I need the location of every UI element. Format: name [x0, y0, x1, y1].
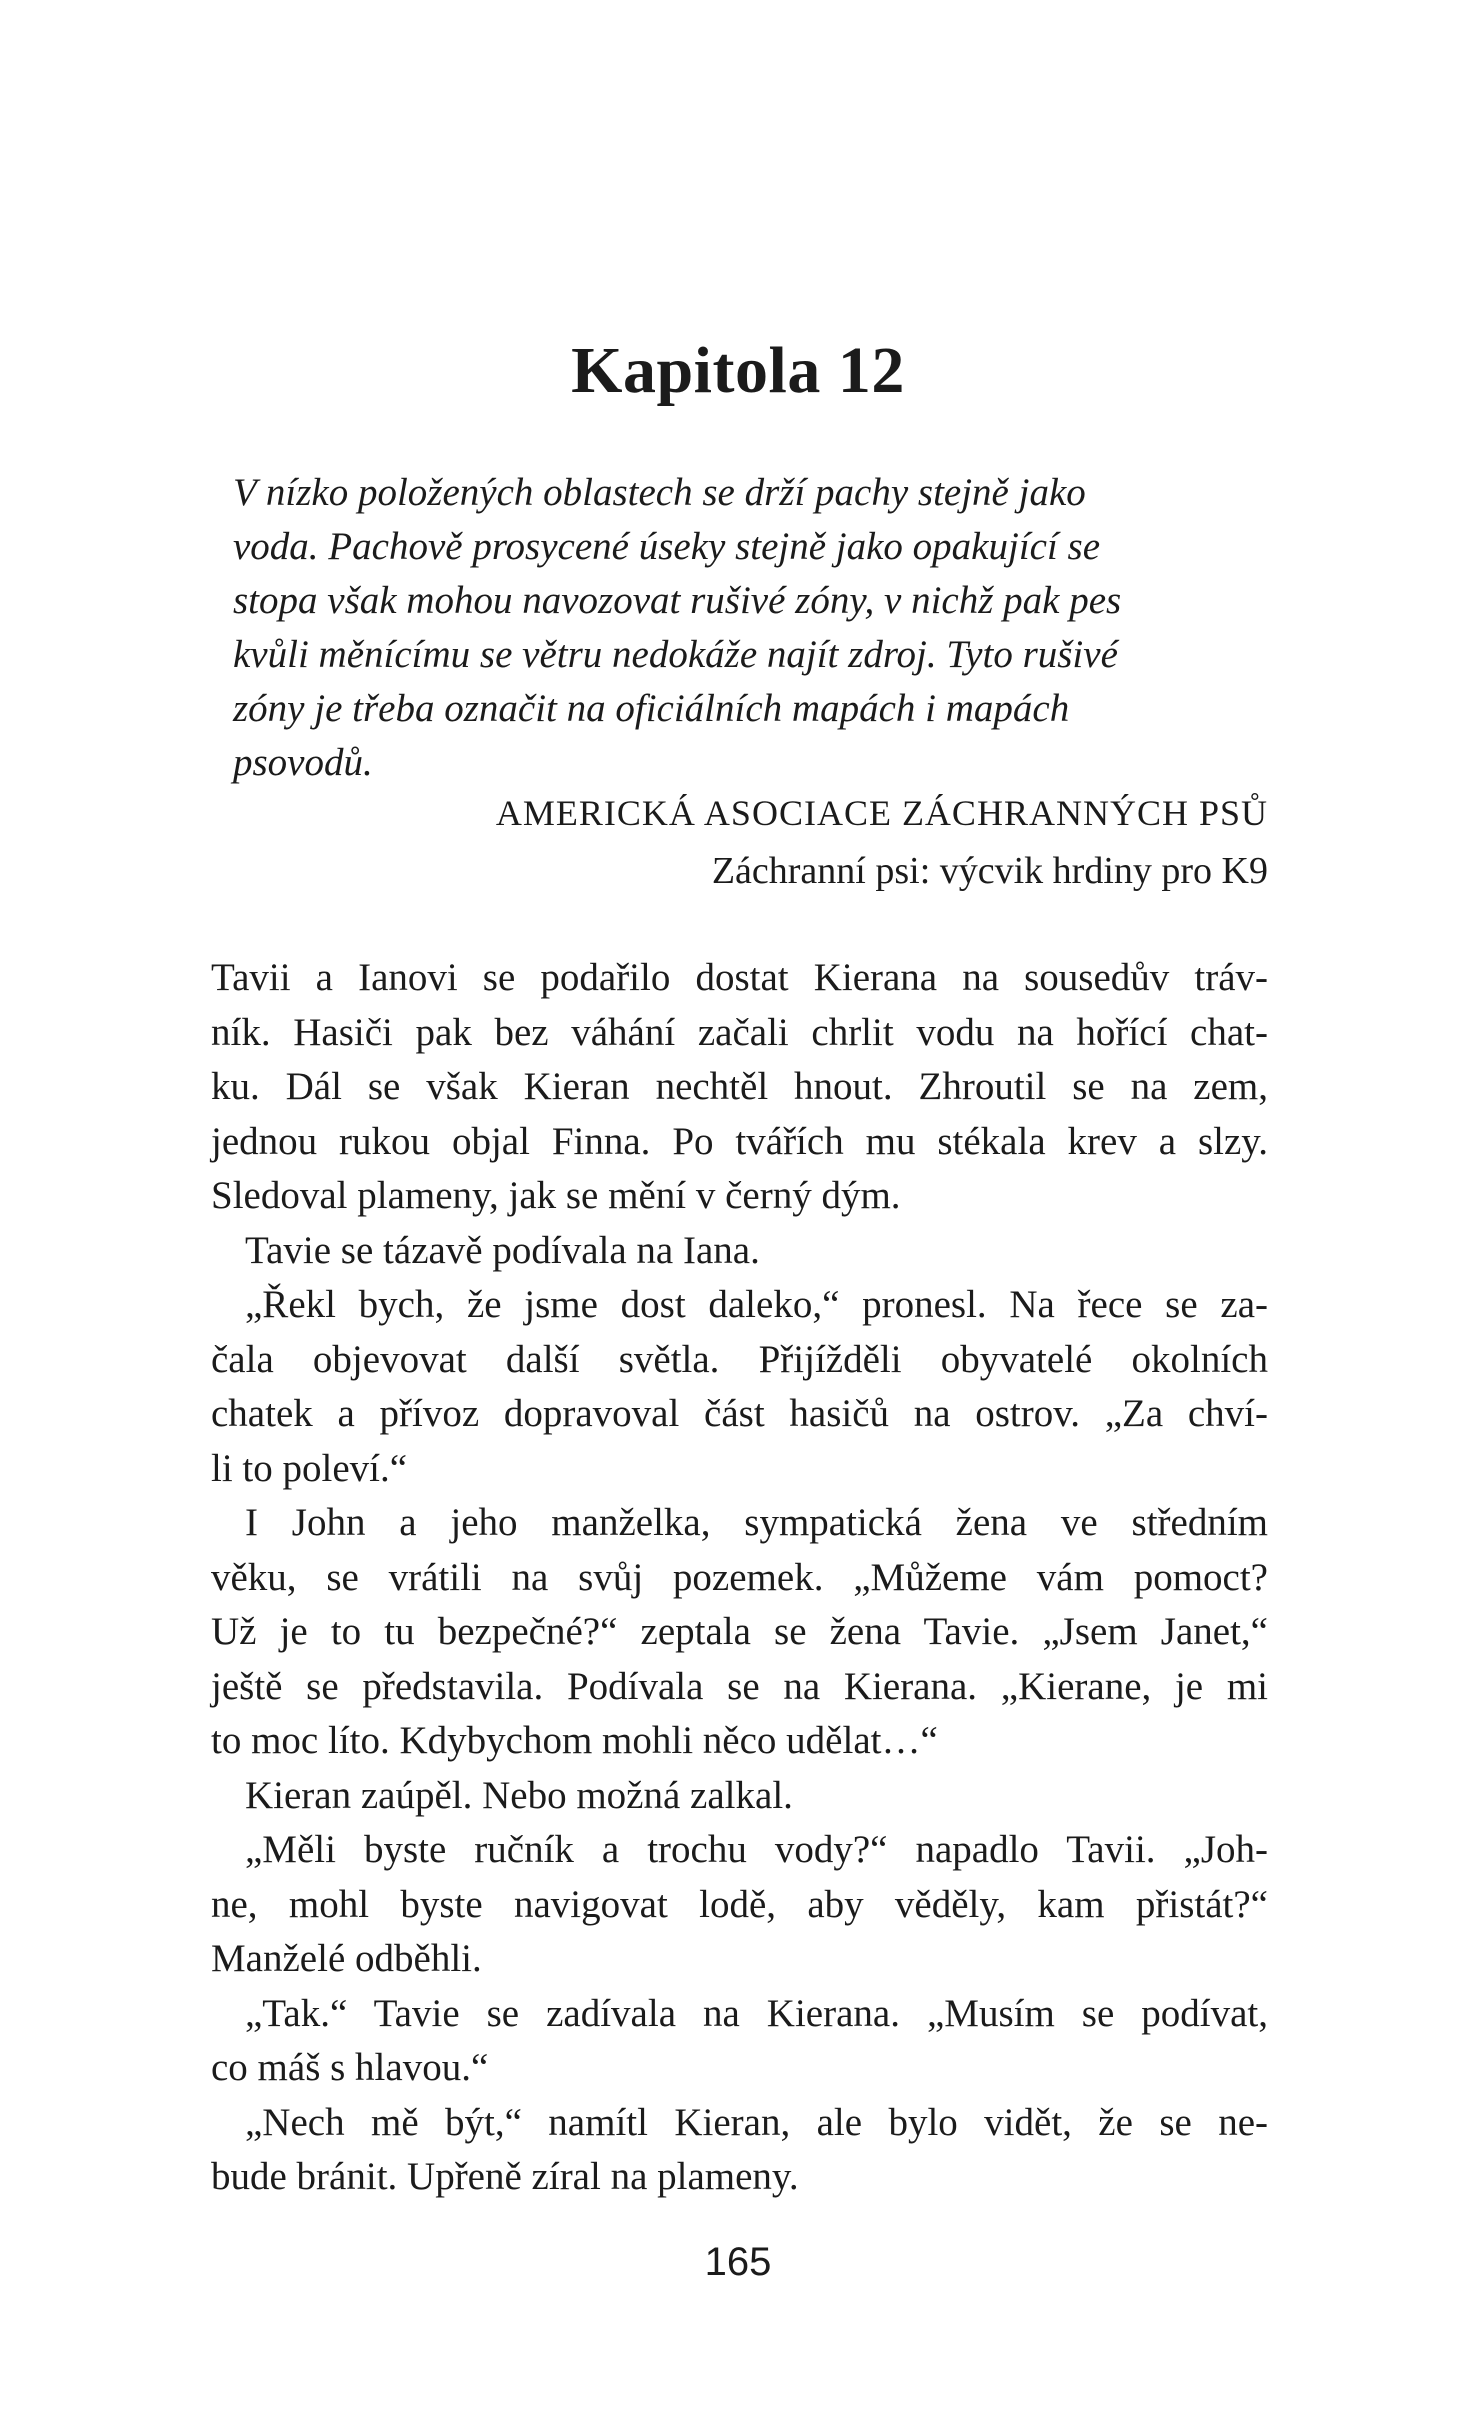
paragraph: [211, 2096, 1268, 2205]
epigraph-line: psovodů.: [233, 741, 373, 784]
paragraph: [211, 1987, 1268, 2096]
body-line: ještě se představila. Podívala se na Kierana. „Kierane, je mi: [211, 1664, 1268, 1708]
chapter-title: Kapitola 12: [571, 334, 905, 407]
epigraph-line: kvůli měnícímu se větru nedokáže najít zdroj. Tyto rušivé: [233, 633, 1118, 676]
body-line: Už je to tu bezpečné?“ zeptala se žena Tavie. „Jsem Janet,“: [211, 1610, 1268, 1653]
paragraph: [211, 1224, 1268, 1279]
paragraph: [211, 1823, 1268, 1987]
epigraph-line: voda. Pachově prosycené úseky stejně jako opakující se: [233, 525, 1101, 568]
epigraph-line: zóny je třeba označit na oficiálních mapách i mapách: [233, 687, 1070, 730]
body-line: to moc líto. Kdybychom mohli něco udělat…“: [211, 1719, 938, 1762]
body-line: „Nech mě být,“ namítl Kieran, ale bylo vidět, že se ne-: [245, 2100, 1268, 2144]
body-line: „Měli byste ručník a trochu vody?“ napadlo Tavii. „Joh-: [245, 1828, 1268, 1871]
paragraph: [211, 1278, 1268, 1496]
body-line: chatek a přívoz dopravoval část hasičů na ostrov. „Za chví-: [211, 1392, 1268, 1435]
body-line: ku. Dál se však Kieran nechtěl hnout. Zhroutil se na zem,: [211, 1065, 1268, 1108]
body-line: Kieran zaúpěl. Nebo možná zalkal.: [245, 1773, 793, 1817]
page-number: 165: [704, 2240, 772, 2284]
body-line: „Řekl bych, že jsme dost daleko,“ pronesl. Na řece se za-: [245, 1283, 1268, 1326]
body-line: „Tak.“ Tavie se zadívala na Kierana. „Musím se podívat,: [245, 1991, 1268, 2035]
body-line: Tavii a Ianovi se podařilo dostat Kierana na sousedův tráv-: [211, 956, 1268, 999]
paragraph: [211, 1496, 1268, 1769]
epigraph-attribution-source: AMERICKÁ ASOCIACE ZÁCHRANNÝCH PSŮ: [495, 793, 1268, 833]
epigraph-attribution-title: Záchranní psi: výcvik hrdiny pro K9: [711, 850, 1268, 892]
body-line: ník. Hasiči pak bez váhání začali chrlit vodu na hořící chat-: [211, 1010, 1268, 1054]
paragraph: [211, 951, 1268, 1224]
epigraph-line: stopa však mohou navozovat rušivé zóny, v nichž pak pes: [233, 579, 1122, 622]
paragraph: [211, 1769, 1268, 1824]
body-line: Sledoval plameny, jak se mění v černý dým.: [211, 1174, 901, 1217]
body-text: [211, 951, 1268, 2205]
body-line: jednou rukou objal Finna. Po tvářích mu stékala krev a slzy.: [211, 1119, 1268, 1163]
epigraph-line: V nízko položených oblastech se drží pachy stejně jako: [233, 471, 1086, 514]
body-line: li to poleví.“: [211, 1446, 408, 1490]
body-line: Tavie se tázavě podívala na Iana.: [245, 1228, 760, 1272]
epigraph: [233, 466, 1268, 790]
body-line: I John a jeho manželka, sympatická žena ve středním: [245, 1501, 1268, 1544]
body-line: bude bránit. Upřeně zíral na plameny.: [211, 2155, 799, 2198]
body-line: co máš s hlavou.“: [211, 2046, 489, 2089]
body-line: čala objevovat další světla. Přijížděli obyvatelé okolních: [211, 1337, 1268, 1381]
body-line: věku, se vrátili na svůj pozemek. „Můžeme vám pomoct?: [211, 1555, 1268, 1599]
body-line: Manželé odběhli.: [211, 1937, 482, 1980]
body-line: ne, mohl byste navigovat lodě, aby věděly, kam přistát?“: [211, 1882, 1268, 1926]
